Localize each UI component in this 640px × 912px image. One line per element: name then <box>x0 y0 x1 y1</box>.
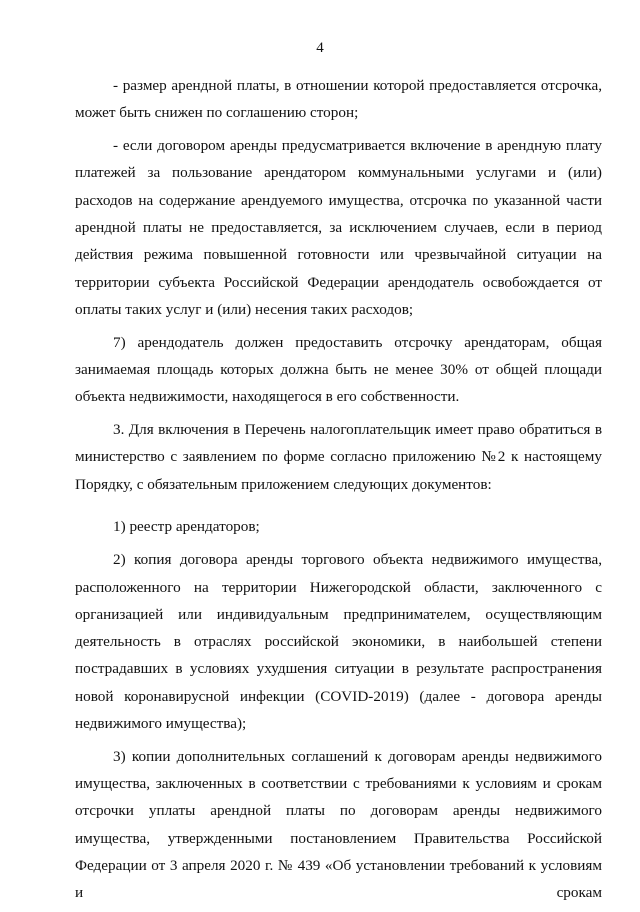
paragraph-list-item-3: 3) копии дополнительных соглашений к договорам аренды недвижимого имущества, заключенных в соответствии с требованиями к условиям и срокам отсрочки уплаты арендной платы по договорам аренды недвижимого имущества, утвержденными постановлением Правительства Российской Федерации от 3 апреля 2020 г. № 439 «Об установлении требований к условиям и срокам <box>75 747 602 902</box>
document-body <box>75 72 602 912</box>
paragraph-list-item-2: 2) копия договора аренды торгового объекта недвижимого имущества, расположенного на территории Нижегородской области, заключенного с организацией или индивидуальным предпринимателем, осуществляющим деятельность в отраслях российской экономики, в наибольшей степени пострадавших в условиях ухудшения ситуации в результате распространения новой коронавирусной инфекции (COVID-2019) (далее - договора аренды недвижимого имущества); <box>75 551 602 733</box>
paragraph-section-3: 3. Для включения в Перечень налогоплательщик имеет право обратиться в министерство с заявлением по форме согласно приложению №2 к настоящему Порядку, с обязательным приложением следующих документов: <box>75 421 602 493</box>
paragraph-utilities-exception: - если договором аренды предусматривается включение в арендную плату платежей за пользование арендатором коммунальными услугами и (или) расходов на содержание арендуемого имущества, отсрочка по указанной части арендной платы не предоставляется, за исключением случаев, если в период действия режима повышенной готовности или чрезвычайной ситуации на территории субъекта Российской Федерации арендодатель освобождается от оплаты таких услуг и (или) несения таких расходов; <box>75 137 602 318</box>
paragraph-item-7: 7) арендодатель должен предоставить отсрочку арендаторам, общая занимаемая площадь которых должна быть не менее 30% от общей площади объекта недвижимости, находящегося в его собственности. <box>75 333 602 406</box>
paragraph-rent-reduction: - размер арендной платы, в отношении которой предоставляется отсрочка, может быть снижен по соглашению сторон; <box>75 77 602 122</box>
page-number: 4 <box>316 40 324 56</box>
paragraph-list-item-1: 1) реестр арендаторов; <box>113 518 260 536</box>
